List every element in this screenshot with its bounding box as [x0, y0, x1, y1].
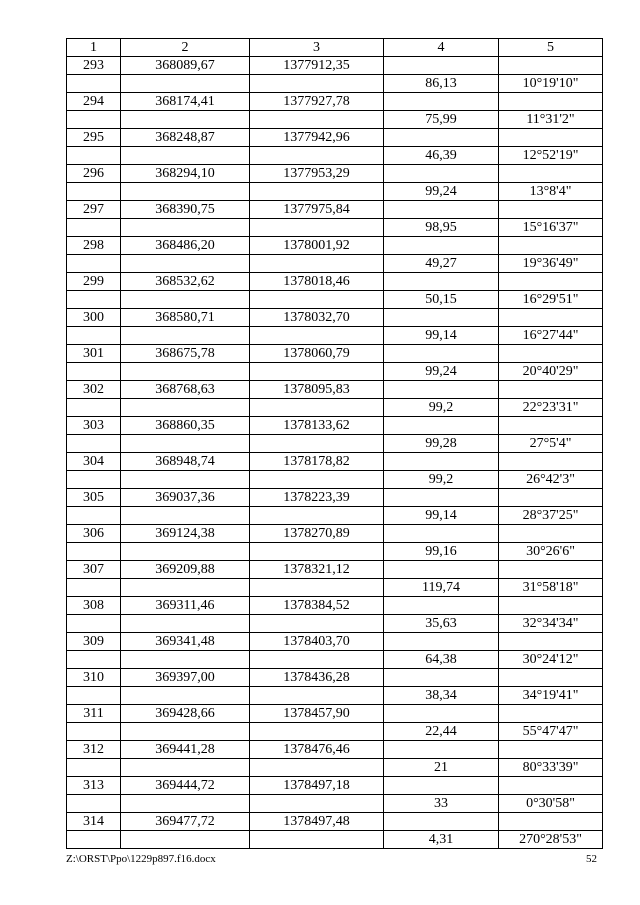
empty-cell	[121, 471, 250, 489]
empty-cell	[250, 615, 384, 633]
footer-page-number: 52	[586, 853, 597, 865]
empty-cell	[121, 363, 250, 381]
point-row	[67, 453, 603, 471]
bearing-angle-cell: 12°52'19"	[499, 147, 603, 165]
segment-row	[67, 75, 603, 93]
segment-row	[67, 147, 603, 165]
empty-cell	[121, 759, 250, 777]
distance-cell: 99,2	[384, 471, 499, 489]
empty-cell	[384, 309, 499, 327]
empty-cell	[67, 435, 121, 453]
empty-cell	[384, 165, 499, 183]
empty-cell	[499, 417, 603, 435]
point-number-cell: 304	[67, 453, 121, 471]
empty-cell	[67, 75, 121, 93]
y-coordinate-cell: 1378403,70	[250, 633, 384, 651]
empty-cell	[250, 147, 384, 165]
empty-cell	[67, 651, 121, 669]
distance-cell: 98,95	[384, 219, 499, 237]
segment-row	[67, 687, 603, 705]
y-coordinate-cell: 1378457,90	[250, 705, 384, 723]
distance-cell: 99,24	[384, 363, 499, 381]
y-coordinate-cell: 1377953,29	[250, 165, 384, 183]
bearing-angle-cell: 32°34'34"	[499, 615, 603, 633]
empty-cell	[384, 273, 499, 291]
header-cell-4: 4	[384, 39, 499, 57]
segment-row	[67, 255, 603, 273]
empty-cell	[121, 507, 250, 525]
bearing-angle-cell: 31°58'18"	[499, 579, 603, 597]
empty-cell	[384, 777, 499, 795]
empty-cell	[250, 363, 384, 381]
empty-cell	[250, 759, 384, 777]
x-coordinate-cell: 368248,87	[121, 129, 250, 147]
empty-cell	[250, 183, 384, 201]
x-coordinate-cell: 369311,46	[121, 597, 250, 615]
distance-cell: 99,2	[384, 399, 499, 417]
x-coordinate-cell: 368948,74	[121, 453, 250, 471]
empty-cell	[250, 255, 384, 273]
segment-row	[67, 183, 603, 201]
empty-cell	[121, 615, 250, 633]
empty-cell	[499, 345, 603, 363]
empty-cell	[67, 615, 121, 633]
empty-cell	[67, 183, 121, 201]
empty-cell	[67, 831, 121, 849]
empty-cell	[384, 633, 499, 651]
point-row	[67, 417, 603, 435]
empty-cell	[121, 651, 250, 669]
empty-cell	[121, 75, 250, 93]
empty-cell	[499, 165, 603, 183]
empty-cell	[384, 201, 499, 219]
bearing-angle-cell: 30°24'12"	[499, 651, 603, 669]
empty-cell	[121, 543, 250, 561]
empty-cell	[67, 579, 121, 597]
distance-cell: 75,99	[384, 111, 499, 129]
empty-cell	[250, 543, 384, 561]
segment-row	[67, 795, 603, 813]
empty-cell	[499, 525, 603, 543]
y-coordinate-cell: 1377942,96	[250, 129, 384, 147]
x-coordinate-cell: 369124,38	[121, 525, 250, 543]
bearing-angle-cell: 0°30'58"	[499, 795, 603, 813]
x-coordinate-cell: 369444,72	[121, 777, 250, 795]
point-number-cell: 298	[67, 237, 121, 255]
empty-cell	[67, 111, 121, 129]
distance-cell: 22,44	[384, 723, 499, 741]
distance-cell: 35,63	[384, 615, 499, 633]
bearing-angle-cell: 34°19'41"	[499, 687, 603, 705]
empty-cell	[67, 399, 121, 417]
y-coordinate-cell: 1377927,78	[250, 93, 384, 111]
empty-cell	[384, 453, 499, 471]
empty-cell	[67, 795, 121, 813]
empty-cell	[499, 489, 603, 507]
point-row	[67, 669, 603, 687]
empty-cell	[67, 363, 121, 381]
empty-cell	[121, 255, 250, 273]
x-coordinate-cell: 369441,28	[121, 741, 250, 759]
distance-cell: 86,13	[384, 75, 499, 93]
empty-cell	[499, 669, 603, 687]
distance-cell: 4,31	[384, 831, 499, 849]
segment-row	[67, 435, 603, 453]
bearing-angle-cell: 55°47'47"	[499, 723, 603, 741]
segment-row	[67, 615, 603, 633]
y-coordinate-cell: 1378032,70	[250, 309, 384, 327]
empty-cell	[121, 111, 250, 129]
empty-cell	[384, 597, 499, 615]
distance-cell: 49,27	[384, 255, 499, 273]
x-coordinate-cell: 369477,72	[121, 813, 250, 831]
header-cell-3: 3	[250, 39, 384, 57]
bearing-angle-cell: 11°31'2"	[499, 111, 603, 129]
empty-cell	[250, 507, 384, 525]
empty-cell	[250, 327, 384, 345]
segment-row	[67, 579, 603, 597]
header-cell-5: 5	[499, 39, 603, 57]
empty-cell	[250, 291, 384, 309]
bearing-angle-cell: 10°19'10"	[499, 75, 603, 93]
empty-cell	[250, 795, 384, 813]
coordinates-table	[66, 38, 603, 849]
segment-row	[67, 831, 603, 849]
distance-cell: 99,28	[384, 435, 499, 453]
y-coordinate-cell: 1378321,12	[250, 561, 384, 579]
footer-file-path: Z:\ORST\Ppo\1229p897.f16.docx	[66, 853, 216, 865]
point-row	[67, 633, 603, 651]
y-coordinate-cell: 1378270,89	[250, 525, 384, 543]
y-coordinate-cell: 1378223,39	[250, 489, 384, 507]
header-cell-2: 2	[121, 39, 250, 57]
empty-cell	[384, 129, 499, 147]
empty-cell	[121, 327, 250, 345]
point-row	[67, 345, 603, 363]
bearing-angle-cell: 26°42'3"	[499, 471, 603, 489]
point-row	[67, 201, 603, 219]
point-row	[67, 57, 603, 75]
coordinates-table-body	[67, 39, 603, 849]
distance-cell: 99,24	[384, 183, 499, 201]
empty-cell	[121, 831, 250, 849]
point-row	[67, 129, 603, 147]
point-row	[67, 777, 603, 795]
point-row	[67, 705, 603, 723]
empty-cell	[67, 507, 121, 525]
empty-cell	[250, 219, 384, 237]
y-coordinate-cell: 1378095,83	[250, 381, 384, 399]
empty-cell	[121, 219, 250, 237]
point-number-cell: 300	[67, 309, 121, 327]
y-coordinate-cell: 1378497,18	[250, 777, 384, 795]
y-coordinate-cell: 1378178,82	[250, 453, 384, 471]
point-number-cell: 306	[67, 525, 121, 543]
empty-cell	[250, 831, 384, 849]
point-number-cell: 307	[67, 561, 121, 579]
segment-row	[67, 543, 603, 561]
empty-cell	[250, 579, 384, 597]
y-coordinate-cell: 1378060,79	[250, 345, 384, 363]
point-row	[67, 597, 603, 615]
empty-cell	[250, 435, 384, 453]
x-coordinate-cell: 368174,41	[121, 93, 250, 111]
empty-cell	[499, 381, 603, 399]
distance-cell: 99,14	[384, 327, 499, 345]
empty-cell	[121, 399, 250, 417]
empty-cell	[384, 561, 499, 579]
point-number-cell: 305	[67, 489, 121, 507]
y-coordinate-cell: 1378384,52	[250, 597, 384, 615]
bearing-angle-cell: 22°23'31"	[499, 399, 603, 417]
distance-cell: 64,38	[384, 651, 499, 669]
point-row	[67, 237, 603, 255]
empty-cell	[499, 777, 603, 795]
x-coordinate-cell: 368089,67	[121, 57, 250, 75]
empty-cell	[499, 93, 603, 111]
x-coordinate-cell: 369428,66	[121, 705, 250, 723]
empty-cell	[67, 147, 121, 165]
distance-cell: 50,15	[384, 291, 499, 309]
empty-cell	[67, 255, 121, 273]
empty-cell	[499, 129, 603, 147]
point-row	[67, 309, 603, 327]
empty-cell	[499, 705, 603, 723]
x-coordinate-cell: 368675,78	[121, 345, 250, 363]
distance-cell: 99,14	[384, 507, 499, 525]
empty-cell	[499, 237, 603, 255]
segment-row	[67, 219, 603, 237]
bearing-angle-cell: 27°5'4"	[499, 435, 603, 453]
empty-cell	[499, 633, 603, 651]
segment-row	[67, 291, 603, 309]
segment-row	[67, 363, 603, 381]
empty-cell	[499, 597, 603, 615]
point-number-cell: 295	[67, 129, 121, 147]
x-coordinate-cell: 368580,71	[121, 309, 250, 327]
y-coordinate-cell: 1378133,62	[250, 417, 384, 435]
bearing-angle-cell: 19°36'49"	[499, 255, 603, 273]
empty-cell	[499, 453, 603, 471]
empty-cell	[384, 741, 499, 759]
segment-row	[67, 507, 603, 525]
point-number-cell: 297	[67, 201, 121, 219]
empty-cell	[121, 723, 250, 741]
x-coordinate-cell: 368532,62	[121, 273, 250, 291]
point-number-cell: 296	[67, 165, 121, 183]
x-coordinate-cell: 369341,48	[121, 633, 250, 651]
bearing-angle-cell: 15°16'37"	[499, 219, 603, 237]
bearing-angle-cell: 270°28'53"	[499, 831, 603, 849]
empty-cell	[67, 219, 121, 237]
empty-cell	[499, 57, 603, 75]
empty-cell	[67, 759, 121, 777]
empty-cell	[67, 327, 121, 345]
distance-cell: 21	[384, 759, 499, 777]
x-coordinate-cell: 368860,35	[121, 417, 250, 435]
x-coordinate-cell: 368294,10	[121, 165, 250, 183]
empty-cell	[384, 489, 499, 507]
point-number-cell: 302	[67, 381, 121, 399]
empty-cell	[67, 723, 121, 741]
distance-cell: 119,74	[384, 579, 499, 597]
point-number-cell: 303	[67, 417, 121, 435]
segment-row	[67, 471, 603, 489]
point-row	[67, 489, 603, 507]
empty-cell	[384, 345, 499, 363]
point-row	[67, 165, 603, 183]
point-row	[67, 561, 603, 579]
point-number-cell: 293	[67, 57, 121, 75]
x-coordinate-cell: 369037,36	[121, 489, 250, 507]
segment-row	[67, 327, 603, 345]
point-number-cell: 308	[67, 597, 121, 615]
empty-cell	[121, 687, 250, 705]
point-number-cell: 299	[67, 273, 121, 291]
segment-row	[67, 399, 603, 417]
header-row	[67, 39, 603, 57]
y-coordinate-cell: 1378436,28	[250, 669, 384, 687]
y-coordinate-cell: 1377975,84	[250, 201, 384, 219]
point-number-cell: 310	[67, 669, 121, 687]
empty-cell	[499, 309, 603, 327]
empty-cell	[250, 687, 384, 705]
empty-cell	[121, 579, 250, 597]
empty-cell	[384, 705, 499, 723]
point-row	[67, 813, 603, 831]
point-number-cell: 314	[67, 813, 121, 831]
point-number-cell: 311	[67, 705, 121, 723]
point-number-cell: 301	[67, 345, 121, 363]
bearing-angle-cell: 20°40'29"	[499, 363, 603, 381]
point-number-cell: 309	[67, 633, 121, 651]
empty-cell	[250, 399, 384, 417]
empty-cell	[384, 813, 499, 831]
empty-cell	[67, 687, 121, 705]
bearing-angle-cell: 13°8'4"	[499, 183, 603, 201]
empty-cell	[499, 201, 603, 219]
empty-cell	[499, 273, 603, 291]
x-coordinate-cell: 368390,75	[121, 201, 250, 219]
point-number-cell: 313	[67, 777, 121, 795]
point-number-cell: 294	[67, 93, 121, 111]
empty-cell	[384, 381, 499, 399]
empty-cell	[67, 543, 121, 561]
empty-cell	[67, 471, 121, 489]
empty-cell	[384, 669, 499, 687]
segment-row	[67, 111, 603, 129]
empty-cell	[121, 435, 250, 453]
point-row	[67, 93, 603, 111]
point-number-cell: 312	[67, 741, 121, 759]
bearing-angle-cell: 80°33'39"	[499, 759, 603, 777]
distance-cell: 38,34	[384, 687, 499, 705]
distance-cell: 33	[384, 795, 499, 813]
y-coordinate-cell: 1378018,46	[250, 273, 384, 291]
empty-cell	[384, 417, 499, 435]
y-coordinate-cell: 1378001,92	[250, 237, 384, 255]
empty-cell	[499, 561, 603, 579]
empty-cell	[121, 795, 250, 813]
empty-cell	[121, 291, 250, 309]
empty-cell	[250, 651, 384, 669]
bearing-angle-cell: 28°37'25"	[499, 507, 603, 525]
distance-cell: 99,16	[384, 543, 499, 561]
segment-row	[67, 651, 603, 669]
empty-cell	[250, 471, 384, 489]
bearing-angle-cell: 16°29'51"	[499, 291, 603, 309]
distance-cell: 46,39	[384, 147, 499, 165]
empty-cell	[384, 93, 499, 111]
point-row	[67, 381, 603, 399]
point-row	[67, 525, 603, 543]
x-coordinate-cell: 369209,88	[121, 561, 250, 579]
x-coordinate-cell: 368768,63	[121, 381, 250, 399]
empty-cell	[384, 57, 499, 75]
x-coordinate-cell: 369397,00	[121, 669, 250, 687]
bearing-angle-cell: 16°27'44"	[499, 327, 603, 345]
empty-cell	[499, 813, 603, 831]
empty-cell	[384, 525, 499, 543]
empty-cell	[250, 111, 384, 129]
y-coordinate-cell: 1378476,46	[250, 741, 384, 759]
empty-cell	[250, 723, 384, 741]
bearing-angle-cell: 30°26'6"	[499, 543, 603, 561]
point-row	[67, 273, 603, 291]
x-coordinate-cell: 368486,20	[121, 237, 250, 255]
empty-cell	[121, 147, 250, 165]
y-coordinate-cell: 1377912,35	[250, 57, 384, 75]
empty-cell	[121, 183, 250, 201]
header-cell-1: 1	[67, 39, 121, 57]
y-coordinate-cell: 1378497,48	[250, 813, 384, 831]
point-row	[67, 741, 603, 759]
empty-cell	[499, 741, 603, 759]
empty-cell	[67, 291, 121, 309]
empty-cell	[384, 237, 499, 255]
segment-row	[67, 723, 603, 741]
segment-row	[67, 759, 603, 777]
empty-cell	[250, 75, 384, 93]
